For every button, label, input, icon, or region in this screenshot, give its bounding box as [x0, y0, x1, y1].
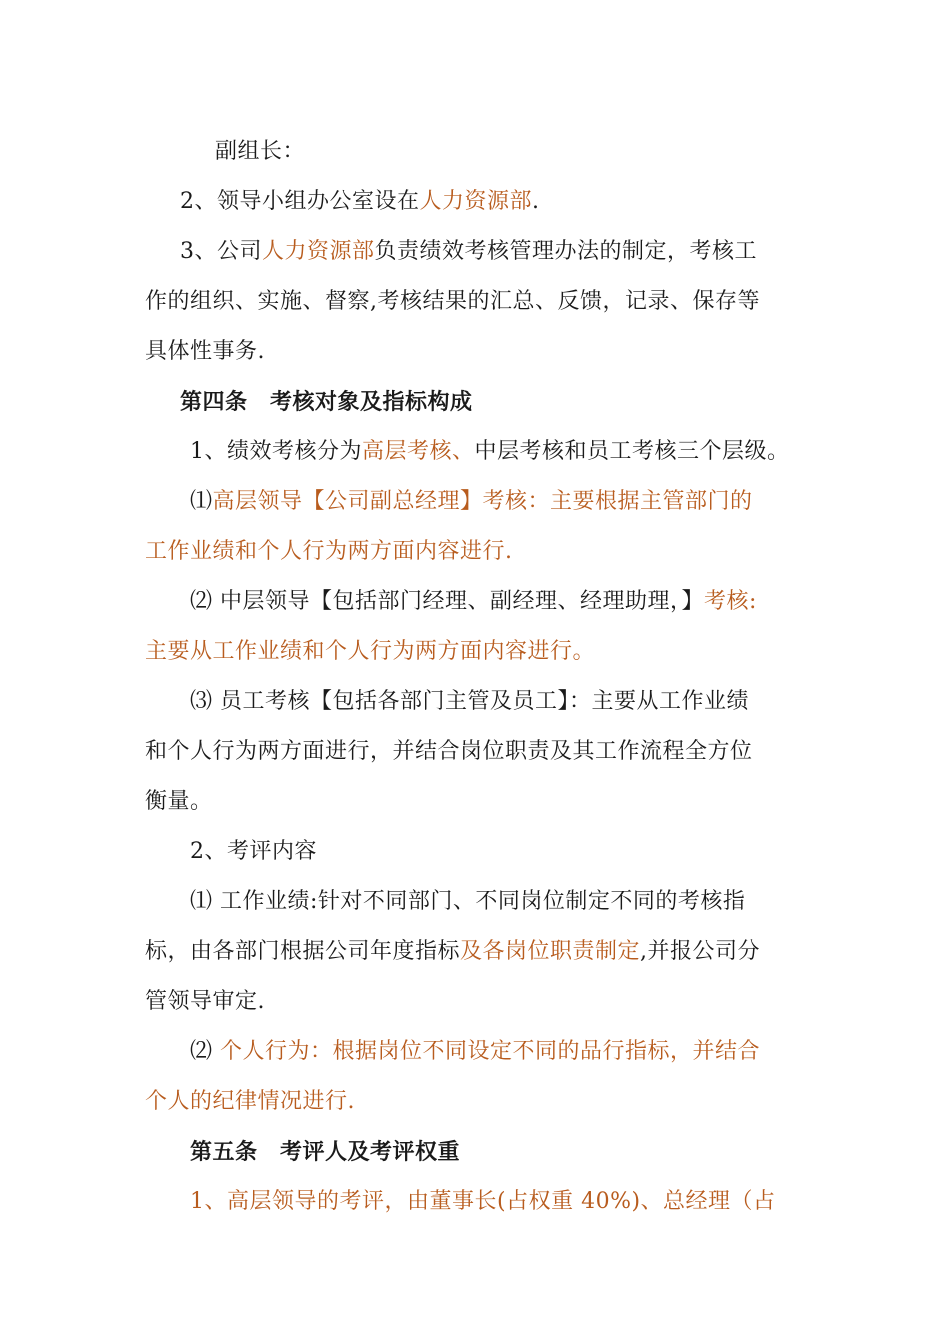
- text-line: [215, 137, 305, 167]
- highlight-span: 高层领导【公司副总经理】考核：主要根据主管部门的: [212, 489, 753, 514]
- text-span: 3、公司: [180, 239, 262, 264]
- text-span: 副组长：: [215, 139, 306, 164]
- text-span: ⑴: [190, 489, 213, 514]
- text-span: 和个人行为两方面进行，并结合岗位职责及其工作流程全方位: [145, 739, 753, 764]
- text-line: [180, 187, 540, 217]
- highlight-span: 考核:: [704, 589, 757, 614]
- highlight-span: 人力资源部: [262, 239, 375, 264]
- heading-text: 第五条 考评人及考评权重: [190, 1139, 461, 1165]
- highlight-span: 个人行为：根据岗位不同设定不同的品行指标，并结合: [220, 1039, 761, 1064]
- text-line: [145, 337, 265, 367]
- highlight-span: 个人的纪律情况进行.: [145, 1089, 355, 1114]
- text-span: 具体性事务.: [145, 339, 265, 364]
- text-span: 2、考评内容: [190, 839, 317, 864]
- text-span: 衡量。: [145, 789, 213, 814]
- text-line: [145, 537, 513, 567]
- text-line: [145, 937, 760, 967]
- text-span: ⑶ 员工考核【包括各部门主管及员工】：主要从工作业绩: [190, 689, 749, 714]
- highlight-span: 高层考核、: [362, 439, 475, 464]
- section-heading: [180, 387, 473, 417]
- text-line: [190, 587, 757, 617]
- text-line: [190, 487, 753, 517]
- text-line: [190, 887, 745, 917]
- text-span: .: [532, 189, 540, 214]
- text-span: 作的组织、实施、督察,考核结果的汇总、反馈，记录、保存等: [145, 289, 760, 314]
- text-line: [145, 987, 265, 1017]
- section-heading: [190, 1137, 460, 1167]
- highlight-span: 人力资源部: [419, 189, 533, 214]
- heading-text: 第四条 考核对象及指标构成: [180, 389, 473, 415]
- highlight-span: 1、高层领导的考评，由董事长(占权重 40%)、总经理（占: [190, 1189, 776, 1214]
- text-line: [190, 1037, 760, 1067]
- text-span: ⑵ 中层领导【包括部门经理、副经理、经理助理，】: [190, 589, 704, 614]
- text-line: [145, 287, 760, 317]
- text-span: ,并报公司分: [640, 939, 761, 964]
- highlight-span: 工作业绩和个人行为两方面内容进行.: [145, 539, 513, 564]
- text-line: [145, 637, 595, 667]
- highlight-span: 主要从工作业绩和个人行为两方面内容进行。: [145, 639, 596, 664]
- text-span: 1、绩效考核分为: [190, 439, 362, 464]
- text-line: [190, 437, 790, 467]
- text-line: [190, 837, 317, 867]
- text-span: 管领导审定.: [145, 989, 265, 1014]
- text-line: [145, 737, 753, 767]
- text-span: 中层考核和员工考核三个层级。: [474, 439, 790, 464]
- text-line: [190, 1187, 776, 1217]
- text-line: [190, 687, 749, 717]
- text-span: 负责绩效考核管理办法的制定，考核工: [374, 239, 758, 264]
- highlight-span: 及各岗位职责制定: [460, 939, 641, 964]
- text-line: [145, 787, 213, 817]
- text-span: 2、领导小组办公室设在: [180, 189, 420, 214]
- text-span: 标，由各部门根据公司年度指标: [145, 939, 461, 964]
- text-span: ⑴ 工作业绩:针对不同部门、不同岗位制定不同的考核指: [190, 889, 746, 914]
- text-line: [180, 237, 757, 267]
- text-line: [145, 1087, 355, 1117]
- text-span: ⑵: [190, 1039, 220, 1064]
